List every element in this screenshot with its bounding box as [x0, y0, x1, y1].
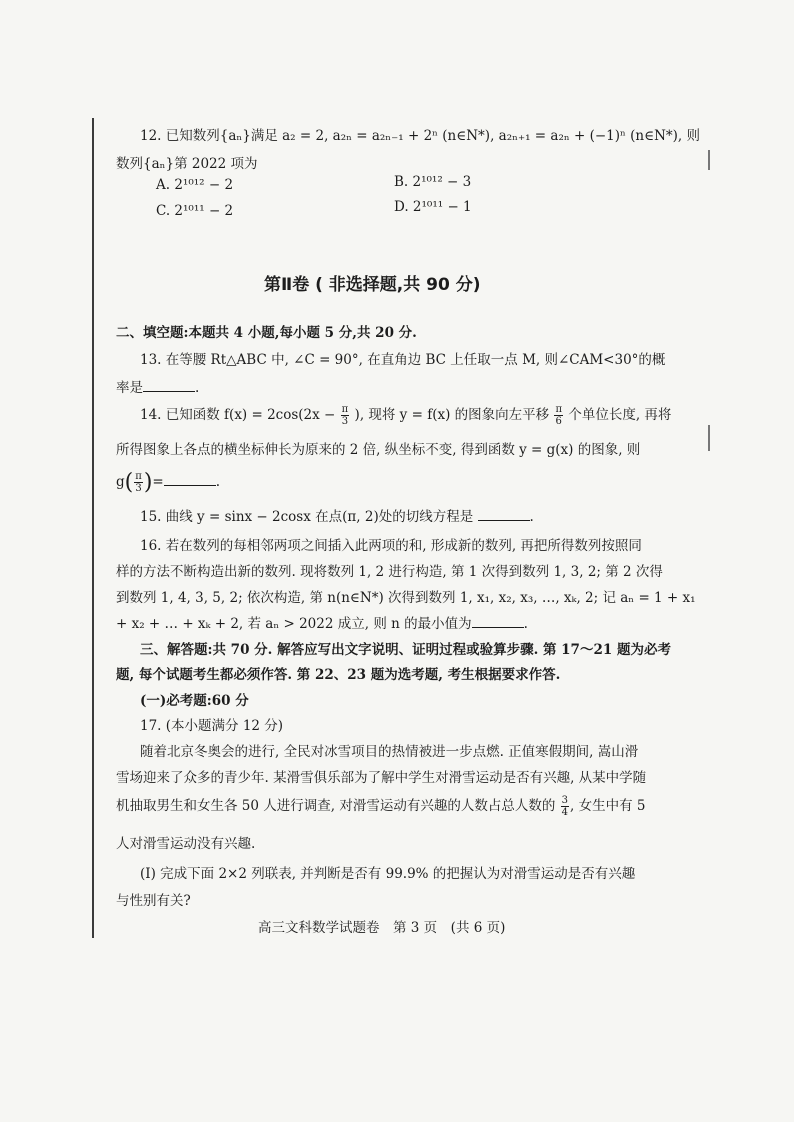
required-header: (一)必考题:60 分 — [140, 693, 249, 709]
q13-line2: 率是 . — [116, 380, 200, 396]
fraction-denominator: 3 — [341, 416, 349, 427]
q17-title: 17. (本小题满分 12 分) — [140, 718, 284, 734]
q16-line4: + x₂ + … + xₖ + 2, 若 aₙ > 2022 成立, 则 n 的最小值为 . — [116, 616, 528, 632]
fraction-numerator: π — [555, 404, 563, 415]
fraction-numerator: π — [341, 404, 349, 415]
q14-fraction-pi-6 — [554, 404, 563, 427]
fraction-numerator: π — [135, 471, 142, 482]
q16-line2: 样的方法不断构造出新的数列. 现将数列 1, 2 进行构造, 第 1 次得到数列 1, 3, 2; 第 2 次得 — [116, 564, 663, 580]
fill-in-header: 二、填空题:本题共 4 小题,每小题 5 分,共 20 分. — [116, 325, 417, 341]
q17-text-b: , 女生中有 5 — [570, 798, 646, 814]
q14-g-label: g — [116, 474, 125, 490]
q12-option-d: D. 2¹⁰¹¹ − 1 — [394, 199, 472, 215]
q13-line1: 13. 在等腰 Rt△ABC 中, ∠C = 90°, 在直角边 BC 上任取一点 M, 则∠CAM<30°的概 — [140, 352, 666, 368]
answer-section-header-line1: 三、解答题:共 70 分. 解答应写出文字说明、证明过程或验算步骤. 第 17～21 题为必考 — [140, 642, 671, 658]
q14-text-c: 个单位长度, 再将 — [568, 407, 672, 423]
q16-line1: 16. 若在数列的每相邻两项之间插入此两项的和, 形成新的数列, 再把所得数列按照同 — [140, 538, 642, 554]
binding-margin-line — [92, 118, 94, 938]
q14-fraction-pi-3 — [134, 471, 143, 494]
q12-option-a: A. 2¹⁰¹² − 2 — [156, 177, 234, 193]
q15-text: 15. 曲线 y = sinx − 2cosx 在点(π, 2)处的切线方程是 — [140, 509, 474, 525]
q16-line3: 到数列 1, 4, 3, 5, 2; 依次构造, 第 n(n∈N*) 次得到数列 1, x₁, x₂, x₃, …, xₖ, 2; 记 aₙ = 1 + x₁ — [116, 590, 696, 606]
q17-line2: 雪场迎来了众多的青少年. 某滑雪俱乐部为了解中学生对滑雪运动是否有兴趣, 从某中学随 — [116, 770, 647, 786]
q17-fraction-3-4 — [561, 795, 569, 818]
q17-part1-line1: (Ⅰ) 完成下面 2×2 列联表, 并判断是否有 99.9% 的把握认为对滑雪运动是否有兴趣 — [140, 866, 636, 882]
q12-option-b: B. 2¹⁰¹² − 3 — [394, 174, 472, 190]
fraction-numerator: 3 — [561, 795, 569, 806]
answer-blank — [472, 617, 524, 628]
q14-text-a: 14. 已知函数 f(x) = 2cos(2x − — [140, 407, 336, 423]
q17-text-a: 机抽取男生和女生各 50 人进行调查, 对滑雪运动有兴趣的人数占总人数的 — [116, 798, 556, 814]
scan-mark — [708, 425, 710, 451]
q12-line2: 数列{aₙ}第 2022 项为 — [116, 156, 258, 172]
q17-line1: 随着北京冬奥会的进行, 全民对冰雪项目的热情被进一步点燃. 正值寒假期间, 嵩山滑 — [140, 744, 639, 760]
fraction-denominator: 4 — [561, 807, 569, 818]
q14-line1 — [140, 403, 671, 427]
q17-part1-line2: 与性别有关? — [116, 893, 191, 909]
q14-text-b: ), 现将 y = f(x) 的图象向左平移 — [354, 407, 550, 423]
answer-section-header-line2: 题, 每个试题考生都必须作答. 第 22、23 题为选考题, 考生根据要求作答. — [116, 667, 561, 683]
q13-text: 率是 — [116, 380, 143, 396]
q17-line4: 人对滑雪运动没有兴趣. — [116, 836, 256, 852]
q14-fraction-pi-3 — [341, 404, 350, 427]
page-footer: 高三文科数学试题卷 第 3 页 (共 6 页) — [258, 920, 506, 936]
answer-blank — [143, 381, 195, 392]
q14-line2: 所得图象上各点的横坐标伸长为原来的 2 倍, 纵坐标不变, 得到函数 y = g(x) 的图象, 则 — [116, 442, 641, 458]
q14-equals: = — [152, 474, 164, 490]
q16-text: + x₂ + … + xₖ + 2, 若 aₙ > 2022 成立, 则 n 的最小值为 — [116, 616, 472, 632]
scan-mark — [708, 150, 710, 170]
q12-line1: 12. 已知数列{aₙ}满足 a₂ = 2, a₂ₙ = a₂ₙ₋₁ + 2ⁿ (n∈N*), a₂ₙ₊₁ = a₂ₙ + (−1)ⁿ (n∈N*), 则 — [140, 128, 701, 144]
q12-option-c: C. 2¹⁰¹¹ − 2 — [156, 203, 234, 219]
q14-line3: g( $\frac{\pi}{3}$ )= . — [116, 470, 221, 495]
fraction-denominator: 3 — [135, 483, 142, 494]
q15-line: 15. 曲线 y = sinx − 2cosx 在点(π, 2)处的切线方程是 . — [140, 509, 534, 525]
fraction-denominator: 6 — [555, 416, 562, 427]
answer-blank — [164, 475, 216, 486]
section-title: 第Ⅱ卷 ( 非选择题,共 90 分) — [264, 275, 481, 295]
answer-blank — [478, 510, 530, 521]
q17-line3 — [116, 794, 645, 818]
